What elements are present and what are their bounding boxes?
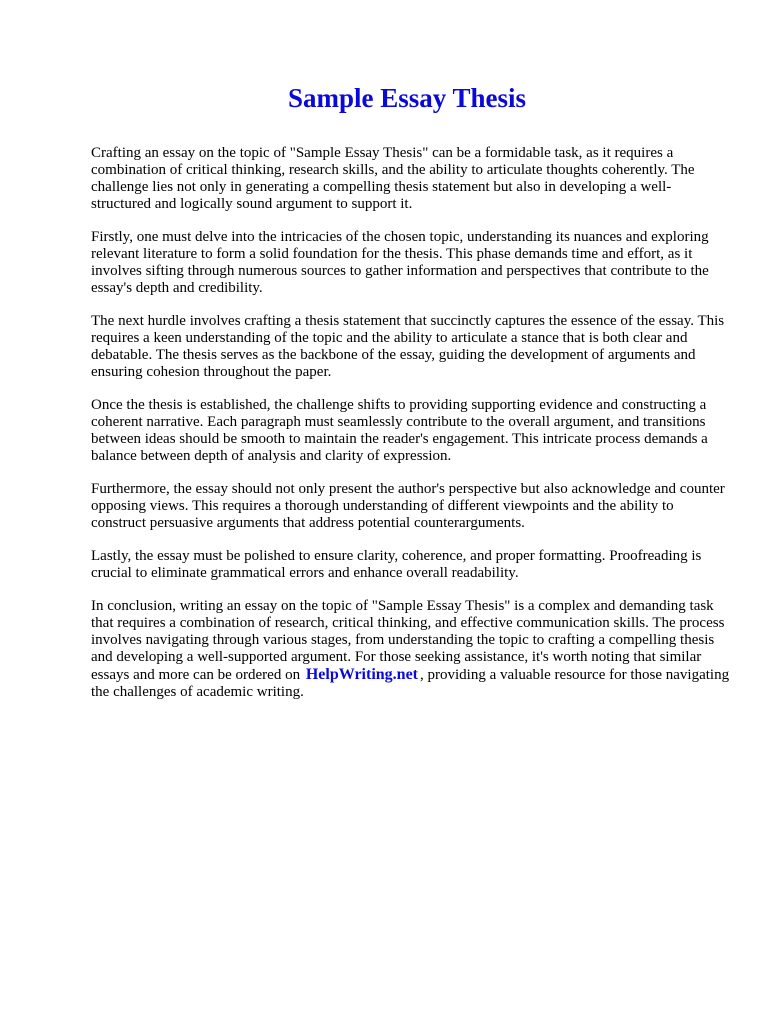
paragraph-1: Crafting an essay on the topic of "Sample Essay Thesis" can be a formidable task, as it requires a combination of critical thinking, research skills, and the ability to articulate thoughts coherently. The challenge lies not only in generating a compelling thesis statement but also in developing a well-structured and logically sound argument to support it. xyxy=(91,145,695,212)
document-title: Sample Essay Thesis xyxy=(287,83,527,113)
paragraph-2: Firstly, one must delve into the intricacies of the chosen topic, understanding its nuances and exploring relevant literature to form a solid foundation for the thesis. This phase demands time and effort, as it involves sifting through numerous sources to gather information and perspectives that contribute to the essay's depth and credibility. xyxy=(91,229,709,296)
conclusion-text-after-link: , providing a valuable resource for those navigating the challenges of academic writing. xyxy=(91,667,730,700)
helpwriting-link[interactable]: HelpWriting.net xyxy=(305,666,418,683)
paragraph-5: Furthermore, the essay should not only present the author's perspective but also acknowledge and counter opposing views. This requires a thorough understanding of different viewpoints and the ability to construct persuasive arguments that address potential counterarguments. xyxy=(91,481,725,531)
paragraph-3: The next hurdle involves crafting a thesis statement that succinctly captures the essence of the essay. This requires a keen understanding of the topic and the ability to articulate a stance that is both clear and debatable. The thesis serves as the backbone of the essay, guiding the development of arguments and ensuring cohesion throughout the paper. xyxy=(91,313,725,380)
essay-body xyxy=(91,145,731,717)
paragraph-4: Once the thesis is established, the challenge shifts to providing supporting evidence and constructing a coherent narrative. Each paragraph must seamlessly contribute to the overall argument, and transitions between ideas should be smooth to maintain the reader's engagement. This intricate process demands a balance between depth of analysis and clarity of expression. xyxy=(91,397,708,464)
conclusion-paragraph xyxy=(91,598,731,701)
conclusion-text-before-link: In conclusion, writing an essay on the topic of "Sample Essay Thesis" is a complex and demanding task that requires a combination of research, critical thinking, and effective communication skills. The process involves navigating through various stages, from understanding the topic to crafting a compelling thesis and developing a well-supported argument. For those seeking assistance, it's worth noting that similar essays and more can be ordered on xyxy=(91,598,725,683)
paragraph-6: Lastly, the essay must be polished to ensure clarity, coherence, and proper formatting. Proofreading is crucial to eliminate grammatical errors and enhance overall readability. xyxy=(91,548,702,581)
